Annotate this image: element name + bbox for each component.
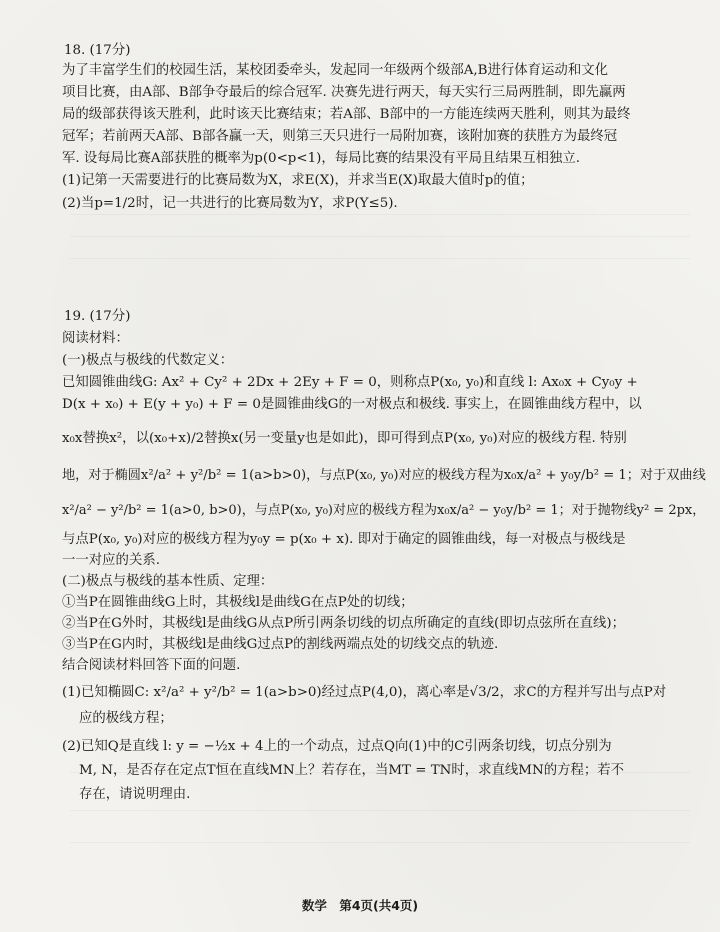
question-18-line-4: 冠军；若前两天A部、B部各赢一天，则第三天只进行一局附加赛，该附加赛的获胜方为最终冠 <box>62 129 618 144</box>
question-19-line-7: x²/a² − y²/b² = 1(a>0, b>0)，与点P(x₀, y₀)对应的极线方程为x₀x/a² − y₀y/b² = 1；对于抛物线y² = 2px， <box>62 503 706 518</box>
question-19-part-2-cont-1: M, N，是否存在定点T恒在直线MN上？若存在，当MT = TN时，求直线MN的方程；若不 <box>79 763 625 778</box>
question-18-line-3: 局的级部获得该天胜利，此时该天比赛结束；若A部、B部中的一方能连续两天胜利，则其为最终 <box>62 107 631 122</box>
question-19-line-10: (二)极点与极线的基本性质、定理： <box>62 574 274 589</box>
question-18-part-1: (1)记第一天需要进行的比赛局数为X，求E(X)，并求当E(X)取最大值时p的值； <box>62 173 534 188</box>
question-19-line-4: D(x + x₀) + E(y + y₀) + F = 0是圆锥曲线G的一对极点和极线. 事实上，在圆锥曲线方程中，以 <box>62 397 642 412</box>
question-19-line-11: ①当P在圆锥曲线G上时，其极线l是曲线G在点P处的切线； <box>62 595 414 610</box>
question-19-line-8: 与点P(x₀, y₀)对应的极线方程为y₀y = p(x₀ + x). 即对于确定的圆锥曲线，每一对极点与极线是 <box>62 532 626 547</box>
question-18-line-2: 项目比赛，由A部、B部争夺最后的综合冠军. 决赛先进行两天，每天实行三局两胜制，即先赢两 <box>62 85 626 100</box>
question-19-line-6: 地，对于椭圆x²/a² + y²/b² = 1(a>b>0)，与点P(x₀, y₀)对应的极线方程为x₀x/a² + y₀y/b² = 1；对于双曲线 <box>62 468 706 483</box>
question-19-line-12: ②当P在G外时，其极线l是曲线G从点P所引两条切线的切点所确定的直线(即切点弦所在直线)； <box>62 616 625 631</box>
question-19-line-13: ③当P在G内时，其极线l是曲线G过点P的割线两端点处的切线交点的轨迹. <box>62 637 499 652</box>
question-19-line-3: 已知圆锥曲线G: Ax² + Cy² + 2Dx + 2Ey + F = 0，则称点P(x₀, y₀)和直线 l: Ax₀x + Cy₀y + <box>62 375 638 390</box>
question-18-line-5: 军. 设每局比赛A部获胜的概率为p(0<p<1)，每局比赛的结果没有平局且结果互相独立. <box>62 151 581 166</box>
question-19-part-2: (2)已知Q是直线 l: y = −½x + 4上的一个动点，过点Q向(1)中的C引两条切线，切点分别为 <box>62 739 612 754</box>
question-19-part-2-cont-2: 存在，请说明理由. <box>79 787 191 802</box>
question-18-header: 18. (17分) <box>64 43 131 58</box>
question-19-part-1-cont: 应的极线方程； <box>79 711 173 726</box>
question-18-line-1: 为了丰富学生们的校园生活，某校团委牵头，发起同一年级两个级部A,B进行体育运动和文化 <box>62 63 608 78</box>
question-19-header: 19. (17分) <box>64 309 131 324</box>
question-19-line-9: 一一对应的关系. <box>62 553 160 568</box>
page-footer: 数学 第4页(共4页) <box>301 898 419 913</box>
question-19-part-1: (1)已知椭圆C: x²/a² + y²/b² = 1(a>b>0)经过点P(4,0)，离心率是√3/2，求C的方程并写出与点P对 <box>62 685 667 700</box>
question-19-line-14: 结合阅读材料回答下面的问题. <box>62 658 241 673</box>
question-18-part-2: (2)当p=1/2时，记一共进行的比赛局数为Y，求P(Y≤5). <box>62 196 398 211</box>
question-19-line-2: (一)极点与极线的代数定义： <box>62 353 234 368</box>
question-19-line-5: x₀x替换x²，以(x₀+x)/2替换x(另一变量y也是如此)，即可得到点P(x₀, y₀)对应的极线方程. 特别 <box>62 431 627 446</box>
question-19-line-1: 阅读材料： <box>62 331 129 346</box>
